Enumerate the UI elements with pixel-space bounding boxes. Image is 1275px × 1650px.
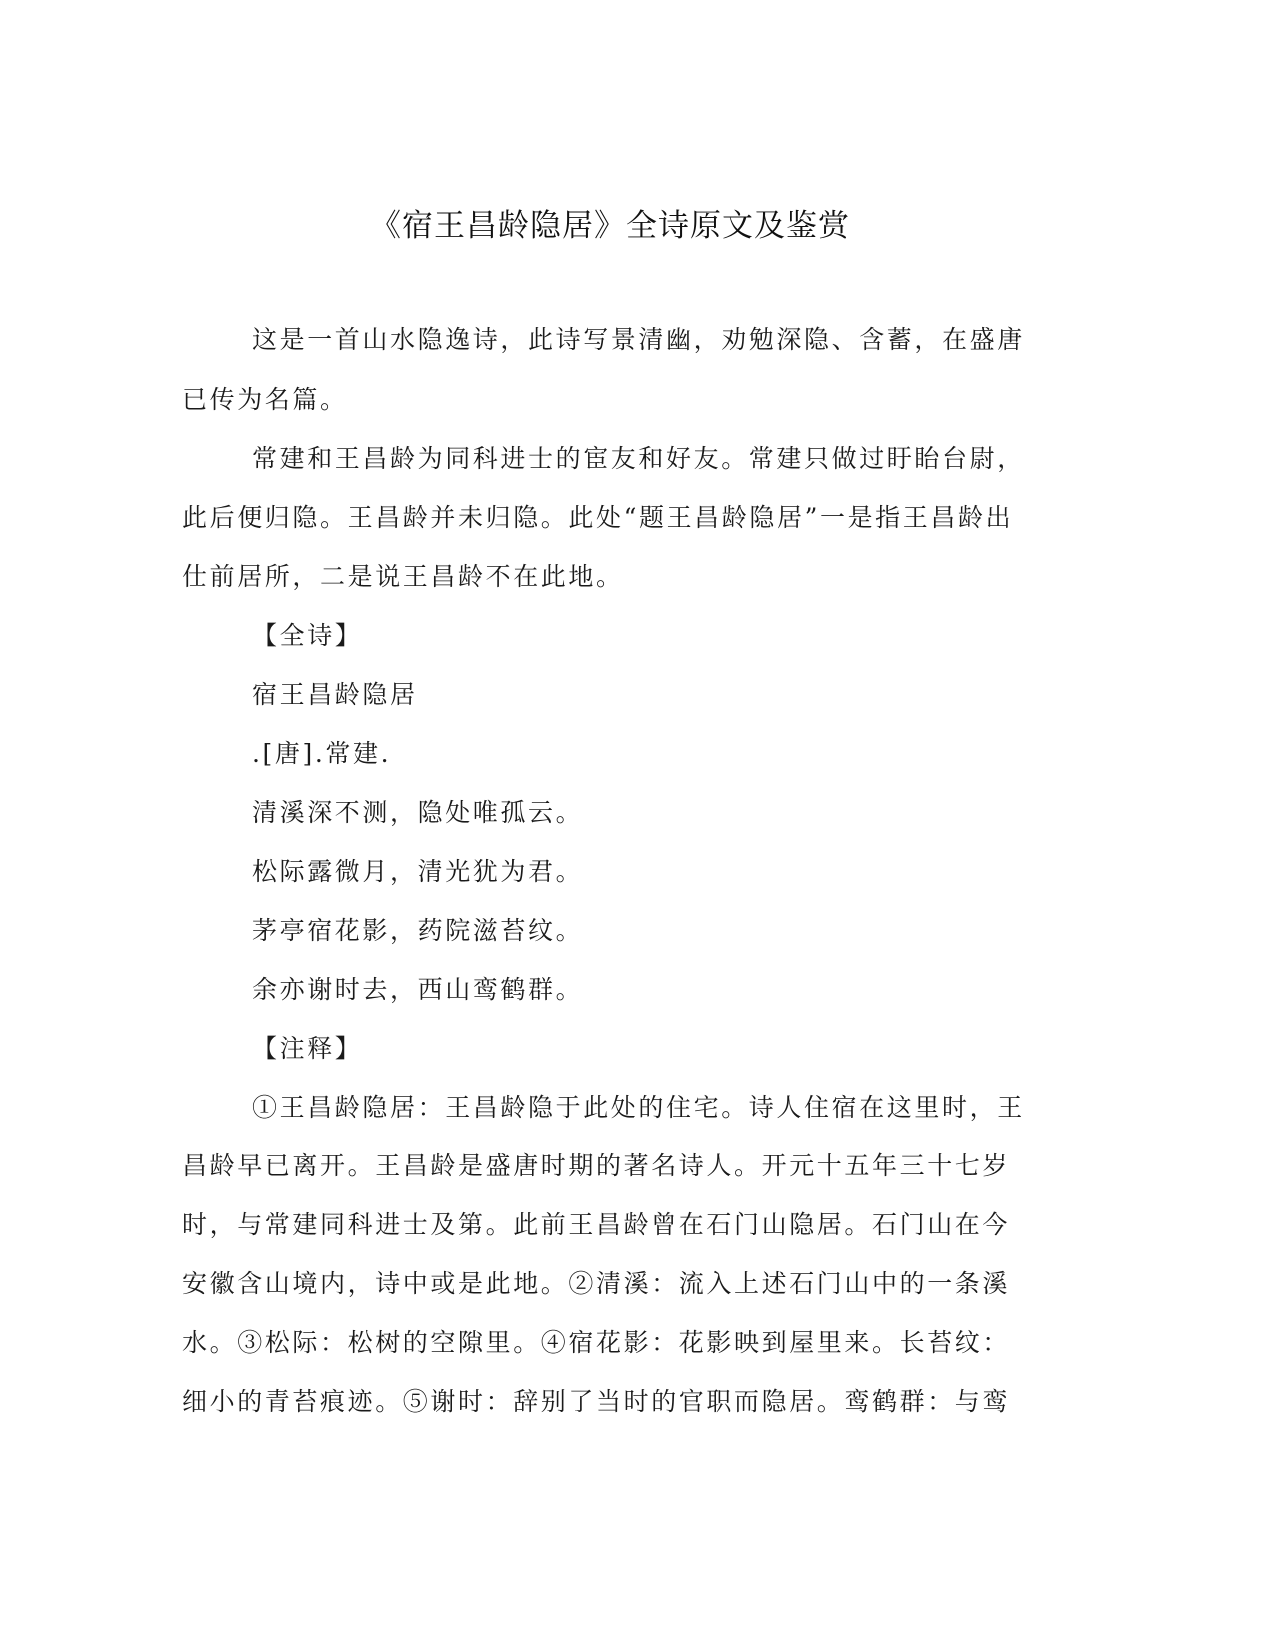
poem-line-3: 茅亭宿花影，药院滋苔纹。 xyxy=(252,916,584,945)
section-heading-full-poem: 【全诗】 xyxy=(252,621,363,650)
poem-line-4: 余亦谢时去，西山鸾鹤群。 xyxy=(252,975,584,1004)
paragraph-intro-line-1: 这是一首山水隐逸诗，此诗写景清幽，劝勉深隐、含蓄，在盛唐 xyxy=(252,325,1025,354)
section-heading-notes: 【注释】 xyxy=(252,1034,363,1063)
poem-line-2: 松际露微月，清光犹为君。 xyxy=(252,857,584,886)
paragraph-background-line-2: 此后便归隐。王昌龄并未归隐。此处“题王昌龄隐居”一是指王昌龄出 xyxy=(182,503,1014,532)
page-title: 《宿王昌龄隐居》全诗原文及鉴赏 xyxy=(370,208,850,244)
notes-line-4: 安徽含山境内，诗中或是此地。②清溪：流入上述石门山中的一条溪 xyxy=(182,1269,1011,1298)
notes-line-2: 昌龄早已离开。王昌龄是盛唐时期的著名诗人。开元十五年三十七岁 xyxy=(182,1151,1011,1180)
notes-line-1: ①王昌龄隐居：王昌龄隐于此处的住宅。诗人住宿在这里时，王 xyxy=(252,1093,1025,1122)
poem-line-1: 清溪深不测，隐处唯孤云。 xyxy=(252,798,584,827)
notes-line-6: 细小的青苔痕迹。⑤谢时：辞别了当时的官职而隐居。鸾鹤群：与鸾 xyxy=(182,1387,1011,1416)
notes-line-5: 水。③松际：松树的空隙里。④宿花影：花影映到屋里来。长苔纹： xyxy=(182,1328,1011,1357)
poem-author: .[唐].常建. xyxy=(252,739,392,768)
paragraph-background-line-1: 常建和王昌龄为同科进士的宦友和好友。常建只做过盱眙台尉， xyxy=(252,444,1025,473)
paragraph-intro-line-2: 已传为名篇。 xyxy=(182,385,348,414)
notes-line-3: 时，与常建同科进士及第。此前王昌龄曾在石门山隐居。石门山在今 xyxy=(182,1210,1011,1239)
poem-title: 宿王昌龄隐居 xyxy=(252,680,418,709)
paragraph-background-line-3: 仕前居所，二是说王昌龄不在此地。 xyxy=(182,562,624,591)
